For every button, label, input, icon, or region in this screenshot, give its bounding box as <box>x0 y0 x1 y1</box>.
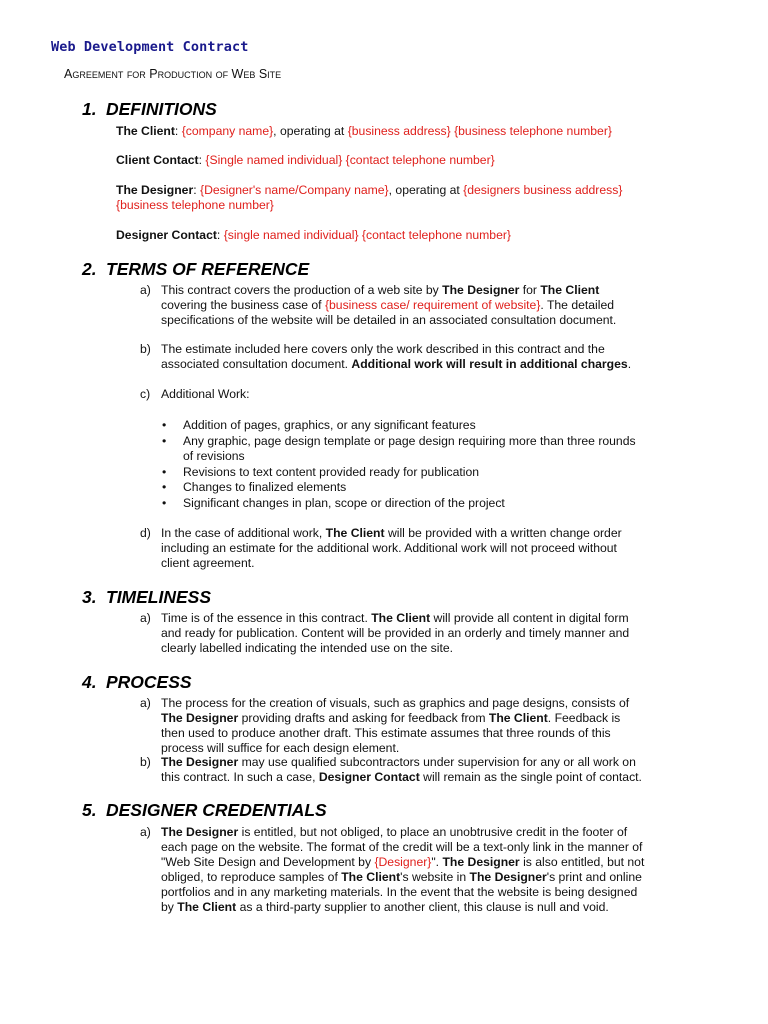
section-title: DEFINITIONS <box>106 99 217 119</box>
text: Significant changes in plan, scope or direction of the project <box>183 496 505 510</box>
definition-client-contact: Client Contact: {Single named individual} {contact telephone number} <box>116 153 495 167</box>
text: Time is of the essence in this contract. <box>161 611 372 625</box>
bullet-icon: • <box>162 465 167 479</box>
section-title: TIMELINESS <box>106 587 212 607</box>
term: The Client <box>488 711 548 725</box>
section-number: 2. <box>82 259 97 279</box>
document-subtitle: Agreement for Production of Web Site <box>64 67 282 81</box>
section-title: PROCESS <box>106 672 192 692</box>
label: The Client <box>116 124 175 138</box>
definition-client: The Client: {company name}, operating at {business address} {business telephone number} <box>116 124 612 138</box>
term: The Designer <box>442 283 520 297</box>
placeholder: {designers business address} <box>463 183 623 197</box>
term: The Client <box>371 611 431 625</box>
label: Client Contact <box>116 153 199 167</box>
clause-marker: a) <box>140 696 151 710</box>
text: 's website in <box>400 870 470 884</box>
text: , operating at <box>273 124 348 138</box>
text: The process for the creation of visuals, such as graphics and page designs, consists of <box>161 696 630 710</box>
text: for <box>519 283 541 297</box>
clause-marker: b) <box>140 342 151 356</box>
text: portfolios and in any marketing materials. In the event that the website is being designed <box>161 885 638 899</box>
text: covering the business case of <box>161 298 325 312</box>
term: Additional work will result in additional charges <box>351 357 628 371</box>
text: client agreement. <box>161 556 255 570</box>
text: and ready for publication. Content will be provided in an orderly and timely manner and <box>161 626 630 640</box>
section-4-heading <box>82 672 192 692</box>
term: The Client <box>177 900 237 914</box>
term: The Client <box>325 526 385 540</box>
text: will be provided with a written change order <box>384 526 622 540</box>
text: . <box>627 357 632 371</box>
term: The Designer <box>161 755 239 769</box>
section-number: 5. <box>82 800 97 820</box>
text: . The detailed <box>540 298 615 312</box>
text: "Web Site Design and Development by <box>161 855 375 869</box>
text: . Feedback is <box>547 711 621 725</box>
clause-marker: a) <box>140 283 151 297</box>
text: Changes to finalized elements <box>183 480 347 494</box>
text: each page on the website. The format of the credit will be a text-only link in the manner of <box>161 840 643 854</box>
text: Additional Work: <box>161 387 250 401</box>
bullet-icon: • <box>162 418 167 432</box>
text: associated consultation document. <box>161 357 352 371</box>
placeholder: {business address} {business telephone number} <box>347 124 612 138</box>
section-5-heading <box>82 800 327 820</box>
clause-marker: c) <box>140 387 151 401</box>
text: In the case of additional work, <box>161 526 326 540</box>
placeholder: {business telephone number} <box>116 198 274 212</box>
placeholder: {company name} <box>181 124 274 138</box>
text: This contract covers the production of a web site by <box>161 283 443 297</box>
definition-designer: The Designer: {Designer's name/Company name}, operating at {designers business address} {business telephone number} <box>116 183 656 213</box>
section-1-heading <box>82 99 217 119</box>
bullet-icon: • <box>162 434 167 448</box>
term: The Designer <box>161 825 239 839</box>
text: process will suffice for each design element. <box>161 741 400 755</box>
text: this contract. In such a case, <box>161 770 319 784</box>
text: Addition of pages, graphics, or any significant features <box>183 418 476 432</box>
term: The Client <box>341 870 401 884</box>
section-number: 4. <box>82 672 97 692</box>
placeholder: {business case/ requirement of website} <box>324 298 541 312</box>
text: providing drafts and asking for feedback from <box>238 711 489 725</box>
clause-marker: a) <box>140 825 151 839</box>
placeholder: {Designer} <box>374 855 432 869</box>
placeholder: {single named individual} {contact telephone number} <box>223 228 511 242</box>
section-2-heading <box>82 259 309 279</box>
bullet-icon: • <box>162 480 167 494</box>
text: by <box>161 900 178 914</box>
section-title: DESIGNER CREDENTIALS <box>106 800 327 820</box>
text: as a third-party supplier to another client, this clause is null and void. <box>236 900 609 914</box>
text: will remain as the single point of contact. <box>419 770 642 784</box>
text: , operating at <box>388 183 464 197</box>
placeholder: {Designer's name/Company name} <box>200 183 389 197</box>
label: Designer Contact <box>116 228 217 242</box>
definition-designer-contact: Designer Contact: {single named individual} {contact telephone number} <box>116 228 511 242</box>
clause-marker: a) <box>140 611 151 625</box>
text: Any graphic, page design template or page design requiring more than three rounds <box>183 434 636 448</box>
clause-marker: b) <box>140 755 151 769</box>
document-title: Web Development Contract <box>51 39 249 55</box>
text: of revisions <box>183 449 245 463</box>
text: obliged, to reproduce samples of <box>161 870 342 884</box>
section-number: 3. <box>82 587 97 607</box>
text: ". <box>431 855 443 869</box>
section-title: TERMS OF REFERENCE <box>106 259 310 279</box>
term: The Designer <box>469 870 547 884</box>
term: The Designer <box>442 855 520 869</box>
term: The Designer <box>161 711 239 725</box>
section-number: 1. <box>82 99 97 119</box>
text: The estimate included here covers only the work described in this contract and the <box>161 342 605 356</box>
text: is also entitled, but not <box>519 855 645 869</box>
text: may use qualified subcontractors under supervision for any or all work on <box>238 755 636 769</box>
bullet-icon: • <box>162 496 167 510</box>
clause-marker: d) <box>140 526 151 540</box>
term: The Client <box>540 283 600 297</box>
text: clearly labelled indicating the intended use on the site. <box>161 641 454 655</box>
placeholder: {Single named individual} {contact telephone number} <box>205 153 495 167</box>
text: will provide all content in digital form <box>430 611 629 625</box>
text: is entitled, but not obliged, to place an unobtrusive credit in the footer of <box>238 825 628 839</box>
label: The Designer <box>116 183 194 197</box>
term: Designer Contact <box>318 770 420 784</box>
section-3-heading <box>82 587 211 607</box>
text: including an estimate for the additional work. Additional work will not proceed without <box>161 541 617 555</box>
text: Revisions to text content provided ready for publication <box>183 465 480 479</box>
text: specifications of the website will be detailed in an associated consultation document. <box>161 313 617 327</box>
text: 's print and online <box>546 870 642 884</box>
text: then used to produce another draft. This estimate assumes that three rounds of this <box>161 726 611 740</box>
